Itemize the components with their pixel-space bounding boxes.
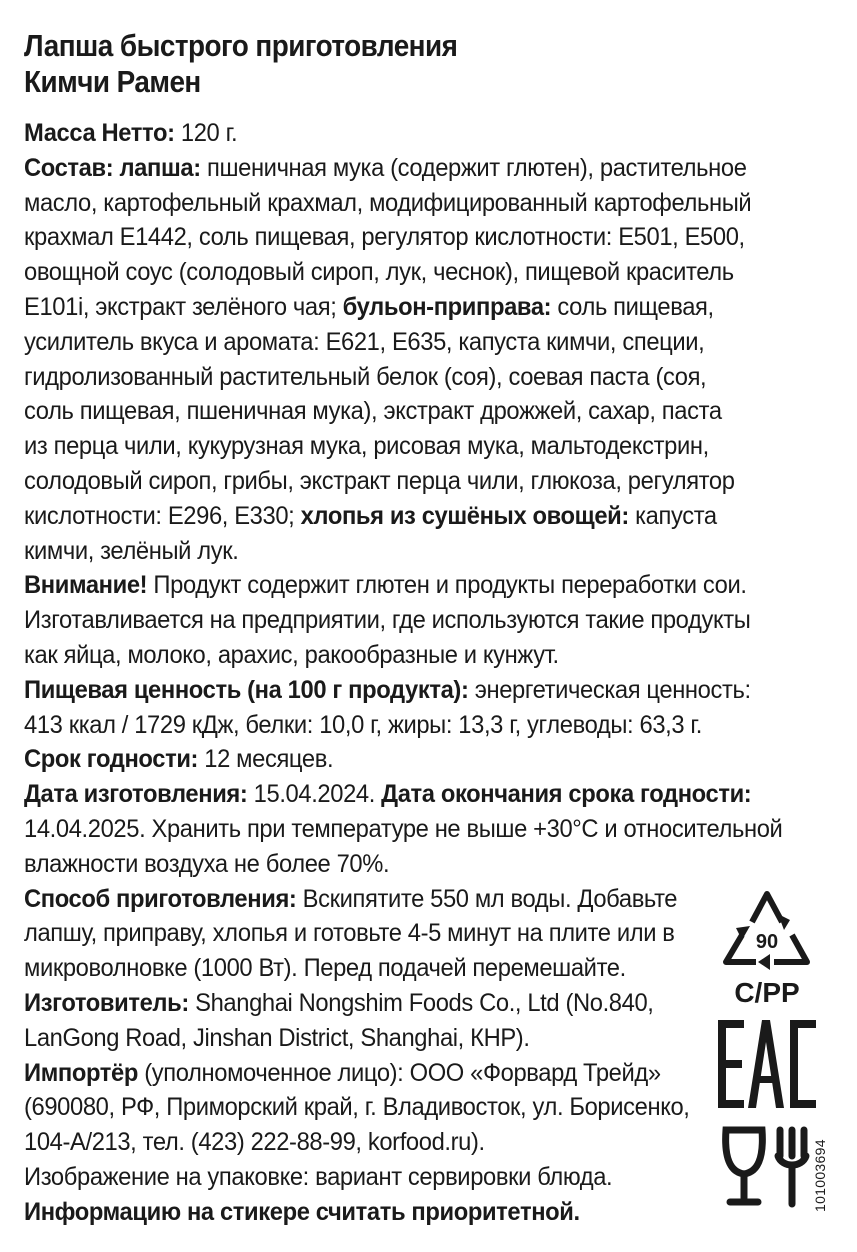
text-span: овощной соус (солодовый сироп, лук, чеснок), пищевой краситель: [24, 258, 734, 286]
bold-label: бульон-приправа:: [342, 293, 552, 321]
text-line: [24, 1160, 612, 1194]
text-span: LanGong Road, Jinshan District, Shanghai, КНР).: [24, 1024, 530, 1052]
text-line: [24, 186, 751, 220]
recycling-material: C/PP: [734, 977, 800, 1008]
text-span: масло, картофельный крахмал, модифицированный картофельный: [24, 189, 752, 217]
bold-label: Пищевая ценность (на 100 г продукта):: [24, 676, 469, 704]
text-line: [24, 151, 747, 185]
text-line: [24, 1195, 580, 1229]
text-span: соль пищевая,: [551, 293, 714, 321]
bold-label: Информацию на стикере считать приоритетной.: [24, 1198, 580, 1226]
bold-label: Срок годности:: [24, 745, 199, 773]
title-line-2: Кимчи Рамен: [24, 64, 201, 99]
text-line: [24, 220, 745, 254]
text-span: крахмал Е1442, соль пищевая, регулятор кислотности: Е501, Е500,: [24, 223, 745, 251]
text-line: [24, 673, 751, 707]
text-line: [24, 812, 782, 846]
bold-label: Изготовитель:: [24, 989, 189, 1017]
text-span: кимчи, зелёный лук.: [24, 537, 239, 565]
text-line: [24, 638, 559, 672]
text-span: (уполномоченное лицо): ООО «Форвард Трейд»: [138, 1059, 661, 1087]
text-line: [24, 534, 238, 568]
product-title: [24, 28, 457, 100]
text-line: [24, 1056, 661, 1090]
certification-icons: [712, 880, 822, 1220]
bold-label: Масса Нетто:: [24, 119, 175, 147]
text-span: энергетическая ценность:: [468, 676, 751, 704]
text-span: 413 ккал / 1729 кДж, белки: 10,0 г, жиры: 13,3 г, углеводы: 63,3 г.: [24, 711, 703, 739]
bold-label: Способ приготовления:: [24, 885, 297, 913]
text-span: Изготавливается на предприятии, где используются такие продукты: [24, 606, 751, 634]
text-span: Shanghai Nongshim Foods Co., Ltd (No.840,: [188, 989, 654, 1017]
text-span: пшеничная мука (содержит глютен), растительное: [200, 154, 747, 182]
text-line: [24, 325, 704, 359]
text-span: 12 месяцев.: [198, 745, 334, 773]
text-span: как яйца, молоко, арахис, ракообразные и кунжут.: [24, 641, 559, 669]
bold-label: Состав: лапша:: [24, 154, 201, 182]
recycling-code: 90: [755, 931, 779, 953]
bold-label: Внимание!: [24, 571, 148, 599]
text-line: [24, 742, 333, 776]
text-span: влажности воздуха не более 70%.: [24, 850, 390, 878]
text-line: [24, 777, 751, 811]
text-span: Изображение на упаковке: вариант сервировки блюда.: [24, 1163, 613, 1191]
bold-label: Дата изготовления:: [24, 780, 248, 808]
text-line: [24, 916, 675, 950]
text-line: [24, 116, 237, 150]
text-line: [24, 603, 750, 637]
bold-label: Импортёр: [24, 1059, 138, 1087]
text-line: [24, 1021, 530, 1055]
text-span: 104-А/213, тел. (423) 222-88-99, korfood.ru).: [24, 1128, 485, 1156]
text-span: кислотности: Е296, Е330;: [24, 502, 301, 530]
text-line: [24, 986, 654, 1020]
text-line: [24, 568, 747, 602]
text-span: капуста: [628, 502, 717, 530]
text-line: [24, 394, 722, 428]
text-line: [24, 290, 714, 324]
glass-fork-icon: [726, 1130, 806, 1204]
title-line-1: Лапша быстрого приготовления: [24, 28, 458, 63]
text-line: [24, 1090, 690, 1124]
text-span: 14.04.2025. Хранить при температуре не выше +30°С и относительной: [24, 815, 783, 843]
text-span: 15.04.2024.: [247, 780, 382, 808]
text-line: [24, 847, 389, 881]
text-line: [24, 951, 626, 985]
text-line: [24, 1125, 485, 1159]
text-span: 120 г.: [174, 119, 238, 147]
eac-mark-icon: [718, 1020, 816, 1108]
text-line: [24, 360, 706, 394]
bold-label: Дата окончания срока годности:: [381, 780, 752, 808]
bold-label: хлопья из сушёных овощей:: [300, 502, 629, 530]
text-line: [24, 255, 734, 289]
text-span: лапшу, приправу, хлопья и готовьте 4-5 минут на плите или в: [24, 919, 675, 947]
text-line: [24, 708, 702, 742]
text-line: [24, 882, 677, 916]
text-span: Продукт содержит глютен и продукты переработки сои.: [147, 571, 747, 599]
text-span: Вскипятите 550 мл воды. Добавьте: [296, 885, 678, 913]
text-span: соль пищевая, пшеничная мука), экстракт дрожжей, сахар, паста: [24, 397, 722, 425]
text-span: (690080, РФ, Приморский край, г. Владивосток, ул. Борисенко,: [24, 1093, 690, 1121]
text-span: микроволновке (1000 Вт). Перед подачей перемешайте.: [24, 954, 626, 982]
text-line: [24, 464, 735, 498]
text-span: солодовый сироп, грибы, экстракт перца чили, глюкоза, регулятор: [24, 467, 735, 495]
text-line: [24, 429, 709, 463]
text-span: усилитель вкуса и аромата: Е621, Е635, капуста кимчи, специи,: [24, 328, 705, 356]
text-line: [24, 499, 717, 533]
text-span: Е101i, экстракт зелёного чая;: [24, 293, 343, 321]
text-span: из перца чили, кукурузная мука, рисовая мука, мальтодекстрин,: [24, 432, 709, 460]
article-number: 101003694: [812, 1139, 828, 1212]
text-span: гидролизованный растительный белок (соя), соевая паста (соя,: [24, 363, 707, 391]
